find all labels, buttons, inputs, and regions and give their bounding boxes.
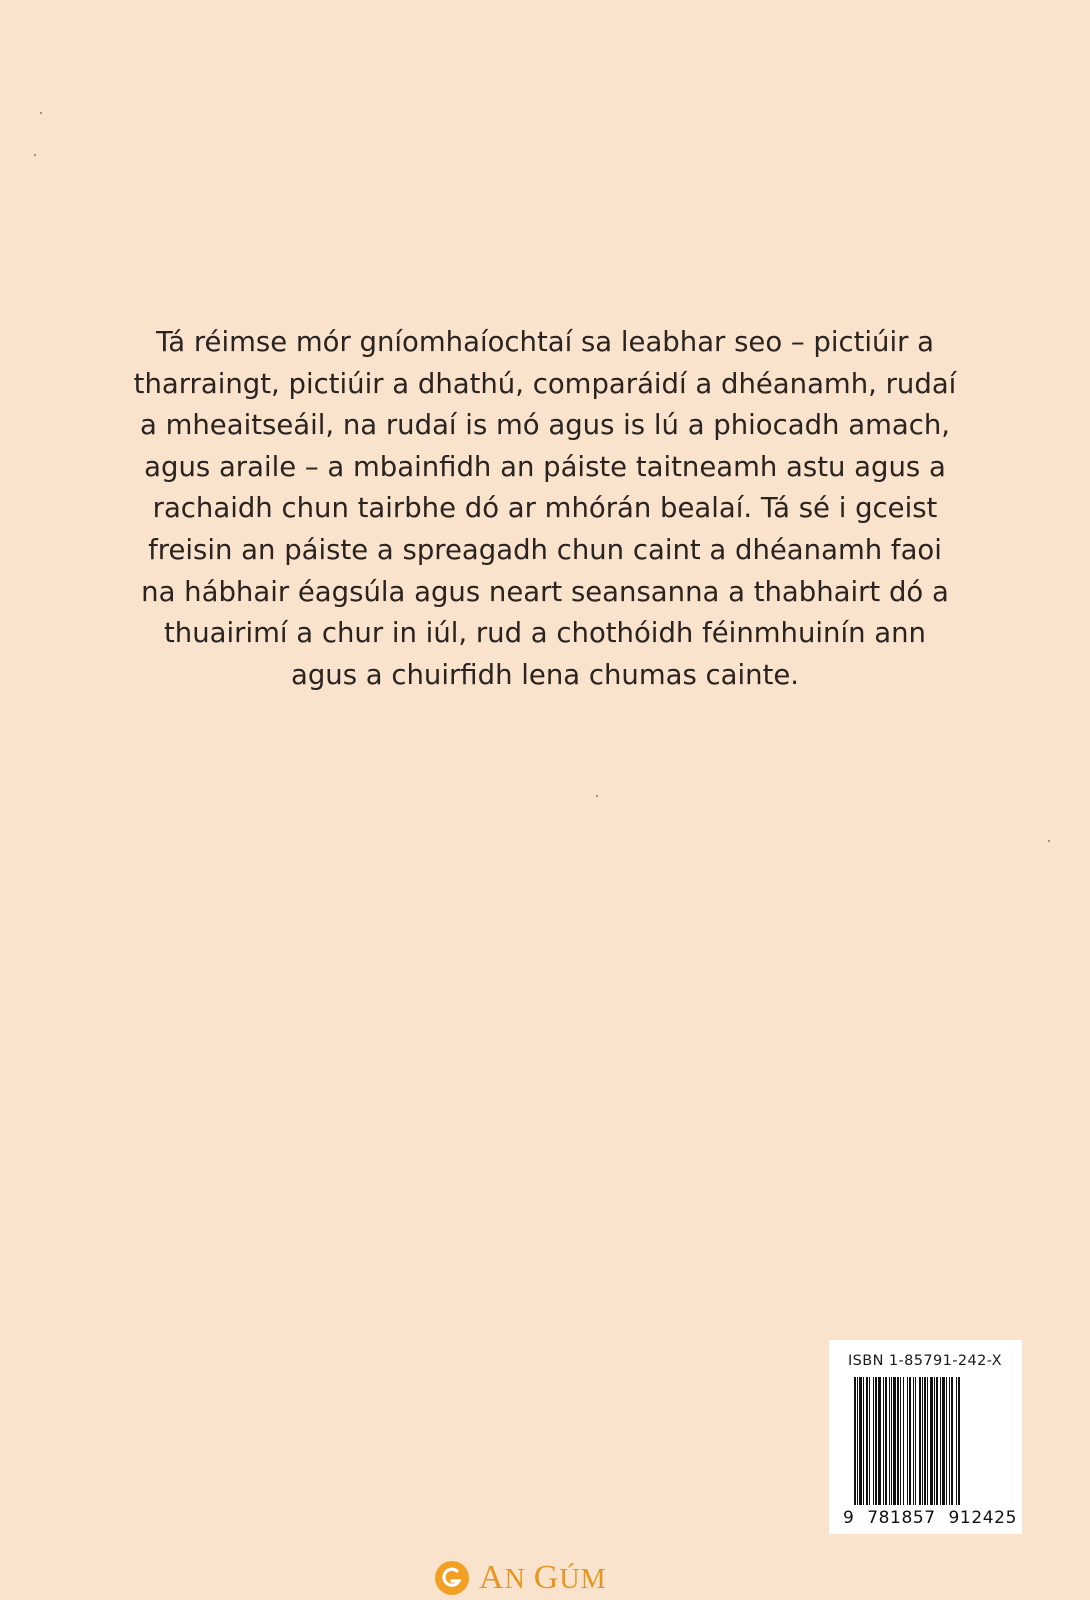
publisher-logo [435, 1558, 606, 1598]
barcode-bar [873, 1377, 874, 1505]
barcode-digit-group: 912425 [948, 1508, 1017, 1528]
barcode-bar [866, 1377, 868, 1505]
barcode-bar [949, 1377, 950, 1505]
barcode-bar [907, 1377, 908, 1505]
barcode-bar [875, 1377, 877, 1505]
barcode-digits [843, 1508, 1017, 1528]
barcode-bar [857, 1377, 858, 1505]
barcode-bar [915, 1377, 916, 1505]
blurb-line: agus a chuirfidh lena chumas cainte. [290, 658, 800, 691]
barcode-bar [883, 1377, 884, 1505]
barcode-bar [927, 1377, 928, 1505]
barcode-bar [946, 1377, 947, 1505]
blurb-line: a mheaitseáil, na rudaí is mó agus is lú a phiocadh amach, [139, 409, 951, 442]
publisher-name: AN GÚM [479, 1559, 607, 1596]
blurb-line: agus araile – a mbainfidh an páiste taitneamh astu agus a [144, 450, 946, 483]
blurb-line: rachaidh chun tairbhe dó ar mhórán bealaí. Tá sé i gceist [152, 492, 938, 525]
barcode-bar [859, 1377, 862, 1505]
barcode-bar [903, 1377, 904, 1505]
barcode-bar [878, 1377, 881, 1505]
isbn-label: ISBN 1-85791-242-X [848, 1353, 1003, 1369]
barcode-bar [919, 1377, 921, 1505]
barcode-bar [900, 1377, 901, 1505]
blurb-line: tharraingt, pictiúir a dhathú, comparáidí a dhéanamh, rudaí [133, 367, 957, 400]
barcode-bar [863, 1377, 864, 1505]
barcode-bar [942, 1377, 945, 1505]
barcode-bar [893, 1377, 896, 1505]
blurb-text [120, 322, 970, 696]
barcode-bar [897, 1377, 899, 1505]
barcode-digit-group: 781857 [867, 1508, 936, 1528]
barcode-bar [956, 1377, 957, 1505]
barcode-bar [891, 1377, 892, 1505]
blurb-line: freisin an páiste a spreagadh chun caint a dhéanamh faoi [148, 533, 942, 566]
blurb-line: na hábhair éagsúla agus neart seansanna a thabhairt dó a [141, 575, 949, 608]
barcode-bar [889, 1377, 890, 1505]
barcode-bar [854, 1377, 856, 1505]
barcode-bar [922, 1377, 923, 1505]
barcode-bar [885, 1377, 887, 1505]
barcode-bar [909, 1377, 911, 1505]
blurb-line: thuairimí a chur in iúl, rud a chothóidh féinmhuinín ann [164, 617, 926, 650]
blurb-line: Tá réimse mór gníomhaíochtaí sa leabhar seo – pictiúir a [155, 326, 935, 358]
barcode-icon [854, 1377, 1004, 1505]
barcode-bar [940, 1377, 941, 1505]
barcode-bar [936, 1377, 938, 1505]
an-gum-logo-icon [435, 1561, 469, 1595]
barcode-bar [934, 1377, 935, 1505]
barcode-bar [869, 1377, 870, 1505]
barcode-bar [951, 1377, 953, 1505]
barcode-bar [913, 1377, 914, 1505]
barcode-bar [958, 1377, 960, 1505]
barcode-digit-group: 9 [843, 1508, 855, 1528]
barcode-bar [924, 1377, 926, 1505]
barcode-bar [930, 1377, 933, 1505]
isbn-barcode-panel [829, 1340, 1022, 1534]
